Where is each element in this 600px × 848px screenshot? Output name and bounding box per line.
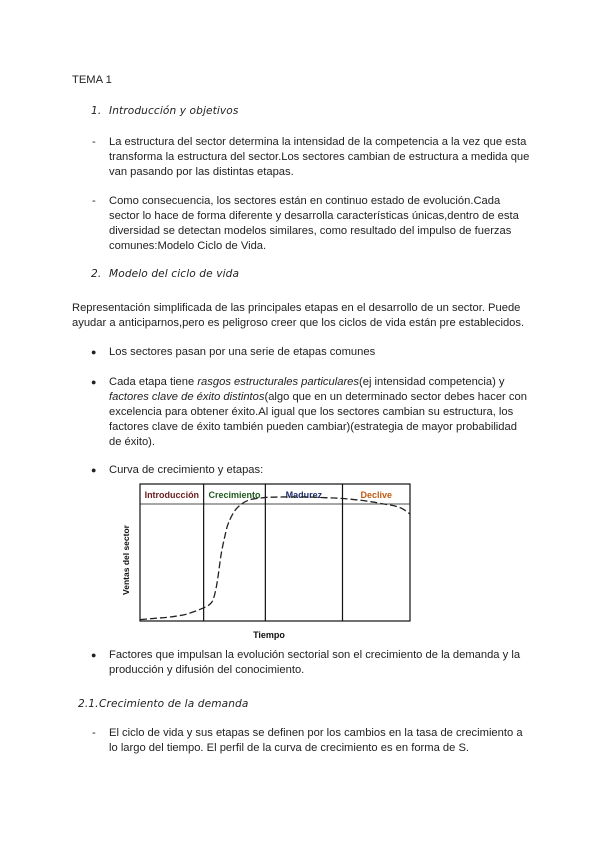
- text-line: ayudar a anticiparnos,pero es peligroso creer que los ciclos de vida están pre establecidos.: [72, 317, 525, 329]
- text-line: de éxito).: [109, 436, 156, 448]
- bullet-dot-icon: ●: [91, 347, 97, 357]
- bullet-4-text: [109, 648, 520, 678]
- dash-paragraph-1: [109, 135, 529, 180]
- bullet-dot-icon: ●: [91, 377, 97, 387]
- section-1-number: 1.: [91, 105, 102, 117]
- section-2-number: 2.: [91, 268, 102, 280]
- x-axis-label: Tiempo: [253, 630, 285, 640]
- bullet-3-text: Curva de crecimiento y etapas:: [109, 464, 264, 476]
- text-line: Factores que impulsan la evolución sectorial son el crecimiento de la demanda y la: [109, 649, 521, 661]
- text-line: van pasando por las distintas etapas.: [109, 166, 294, 178]
- life-cycle-chart: [118, 482, 418, 644]
- emphasis-text: factores clave de éxito distintos: [109, 391, 265, 403]
- dash-paragraph-2: [109, 194, 519, 254]
- section-1-heading: Introducción y objetivos: [109, 105, 239, 117]
- text-line: El ciclo de vida y sus etapas se definen por los cambios en la tasa de crecimiento a: [109, 727, 523, 739]
- emphasis-text: rasgos estructurales particulares: [197, 376, 359, 388]
- plot-frame: [140, 484, 410, 621]
- text-line: Representación simplificada de las principales etapas en el desarrollo de un sector. Puede: [72, 302, 521, 314]
- dash-marker: -: [92, 727, 96, 739]
- y-axis-label: Ventas del sector: [121, 525, 131, 595]
- text-line: excelencia para obtener éxito.Al igual que los sectores cambian su estructura, los: [109, 406, 514, 418]
- dash-marker: -: [92, 195, 96, 207]
- text-line: La estructura del sector determina la intensidad de la competencia a la vez que esta: [109, 136, 527, 148]
- text-span: (ej intensidad competencia) y: [359, 376, 505, 388]
- text-line: producción y difusión del conocimiento.: [109, 664, 305, 676]
- text-line: factores clave de éxito también pueden cambiar)(estrategia de mayor probabilidad: [109, 421, 517, 433]
- text-span: (algo que en un determinado sector debes hacer con: [264, 391, 527, 403]
- dash-paragraph-3: [109, 726, 523, 756]
- dash-marker: -: [92, 136, 96, 148]
- stage-label: Declive: [360, 490, 393, 500]
- stage-label: Crecimiento: [208, 490, 261, 500]
- section-2-1-heading: Crecimiento de la demanda: [99, 698, 249, 710]
- page-title: TEMA 1: [72, 74, 112, 86]
- bullet-2-text: [109, 375, 527, 450]
- text-line: sector lo hace de forma diferente y desarrolla características únicas,dentro de esta: [109, 210, 519, 222]
- text-line: diversidad se detectan modelos similares, como resultado del impulso de fuerzas: [109, 225, 512, 237]
- text-line: lo largo del tiempo. El perfil de la curva de crecimiento es en forma de S.: [109, 742, 470, 754]
- stage-label: Madurez: [285, 490, 323, 500]
- text-line: Como consecuencia, los sectores están en continuo estado de evolución.Cada: [109, 195, 501, 207]
- text-span: Cada etapa tiene: [109, 376, 198, 388]
- text-line: transforma la estructura del sector.Los sectores cambian de estructura a medida que: [109, 151, 530, 163]
- text-line: comunes:Modelo Ciclo de Vida.: [109, 240, 267, 252]
- bullet-1-text: Los sectores pasan por una serie de etapas comunes: [109, 346, 376, 358]
- stage-label: Introducción: [144, 490, 200, 500]
- section-2-1-number: 2.1.: [78, 698, 99, 710]
- intro-paragraph: [72, 301, 524, 331]
- section-2-heading: Modelo del ciclo de vida: [109, 268, 240, 280]
- bullet-dot-icon: ●: [91, 465, 97, 475]
- bullet-dot-icon: ●: [91, 650, 97, 660]
